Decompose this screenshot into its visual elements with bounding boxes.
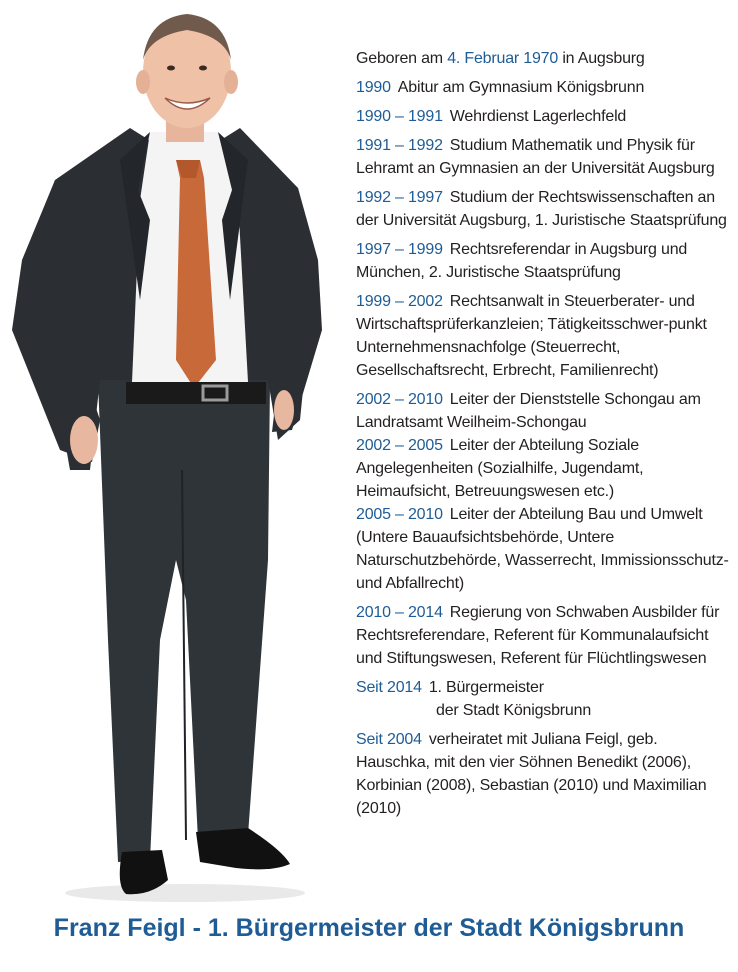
cv-text: Rechtsreferendar in Augsburg und München, 2. Juristische Staatsprüfung [356,241,688,281]
birth-date: 4. Februar 1970 [447,50,559,67]
cv-entry [356,434,732,503]
cv-years: 2002 – 2005 [356,437,443,454]
cv-entry [356,503,732,595]
cv-text: Studium Mathematik und Physik für Lehramt an Gymnasien an der Universität Augsburg [356,137,715,177]
cv-text: 1. Bürgermeister [428,679,544,696]
cv-text-continued: der Stadt Königsbrunn [436,702,592,719]
birth-prefix: Geboren am [356,50,443,67]
cv-years: 1991 – 1992 [356,137,443,154]
cv-text: verheiratet mit Juliana Feigl, geb. Hauschka, mit den vier Söhnen Benedikt (2006), Korbinian (2008), Sebastian (2010) und Maximilian (2010) [356,731,707,817]
cv-years: 1999 – 2002 [356,293,443,310]
birth-place: in Augsburg [562,50,645,67]
cv-entry [356,105,732,128]
cv-entry [356,728,732,820]
cv-text: Abitur am Gymnasium Königsbrunn [397,79,645,96]
birth-line [356,47,732,70]
cv-text: Rechtsanwalt in Steuerberater- und Wirtschaftsprüferkanzleien; Tätigkeitsschwer-punkt Unternehmensnachfolge (Steuerrecht, Gesellschaftsrecht, Erbrecht, Familienrecht) [356,293,707,379]
cv-text: Wehrdienst Lagerlechfeld [449,108,627,125]
cv-years: 2002 – 2010 [356,391,443,408]
page-caption: Franz Feigl - 1. Bürgermeister der Stadt Königsbrunn [53,914,685,942]
cv-text: Leiter der Abteilung Soziale Angelegenheiten (Sozialhilfe, Jugendamt, Heimaufsicht, Betreuungswesen etc.) [356,437,644,500]
cv-years: 2010 – 2014 [356,604,443,621]
cv-entry [356,186,732,232]
cv-years: 1990 – 1991 [356,108,443,125]
biography [356,47,732,826]
cv-entry [356,676,732,722]
cv-years: 1992 – 1997 [356,189,443,206]
cv-entry [356,76,732,99]
cv-text: Leiter der Abteilung Bau und Umwelt (Untere Bauaufsichtsbehörde, Untere Naturschutzbehörde, Wasserrecht, Immissionsschutz- und Abfallrecht) [356,506,729,592]
cv-entry [356,290,732,382]
cv-years: Seit 2004 [356,731,422,748]
cv-years: Seit 2014 [356,679,422,696]
cv-years: 1990 [356,79,391,96]
cv-text: Regierung von Schwaben Ausbilder für Rechtsreferendare, Referent für Kommunalaufsicht und Stiftungswesen, Referent für Flüchtlingswesen [356,604,720,667]
cv-text: Studium der Rechtswissenschaften an der Universität Augsburg, 1. Juristische Staatsprüfung [356,189,727,229]
cv-entry [356,601,732,670]
cv-text: Leiter der Dienststelle Schongau am Landratsamt Weilheim-Schongau [356,391,701,431]
cv-years: 2005 – 2010 [356,506,443,523]
cv-entry [356,388,732,434]
cv-entry [356,238,732,284]
cv-entry [356,134,732,180]
portrait-photo [0,0,340,910]
cv-years: 1997 – 1999 [356,241,443,258]
